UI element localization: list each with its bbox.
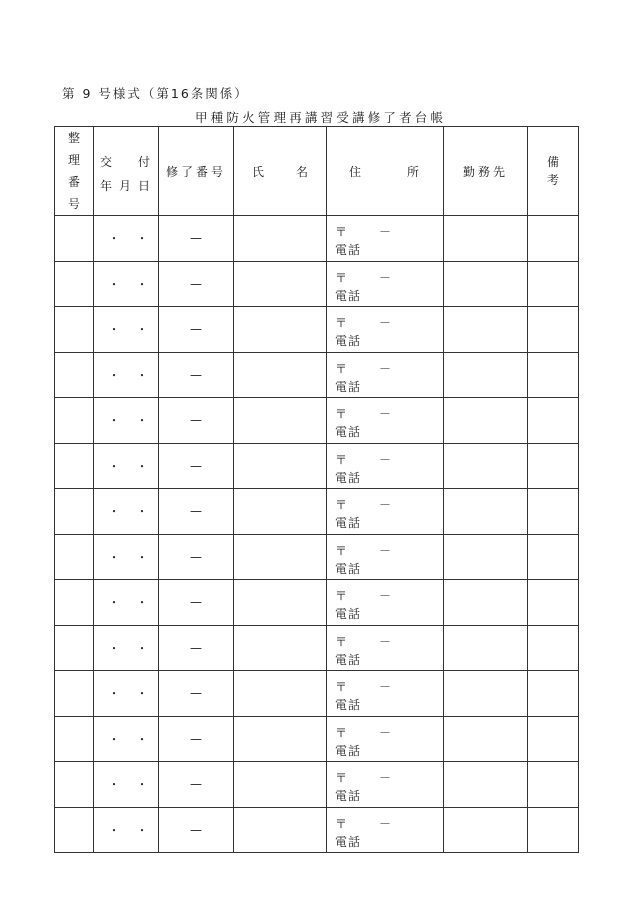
date-separator: ・ [136,459,149,474]
name-cell[interactable] [234,671,327,717]
issue-date-cell[interactable] [94,534,159,580]
remarks-cell[interactable] [528,443,579,489]
header-char: 号 [67,197,80,211]
remarks-cell[interactable] [528,534,579,580]
postal-code-dash: － [379,680,392,694]
certificate-dash: — [190,640,202,655]
workplace-cell[interactable] [444,625,528,671]
ledger-title: 甲種防火管理再講習受講修了者台帳 [195,110,447,125]
header-char: 付 [137,155,150,169]
certificate-dash: — [190,822,202,837]
address-cell[interactable] [327,489,444,535]
header-char: 交 [100,155,113,169]
date-separator: ・ [108,322,121,337]
issue-date-cell[interactable] [94,398,159,444]
workplace-cell[interactable] [444,580,528,626]
header-char: 理 [67,153,80,167]
certificate-dash: — [190,367,202,382]
workplace-cell[interactable] [444,489,528,535]
header-char: 所 [406,164,419,179]
postal-mark: 〒 [335,270,348,285]
name-cell[interactable] [234,762,327,808]
postal-code-dash: － [379,589,392,603]
name-cell[interactable] [234,352,327,398]
certificate-dash: — [190,731,202,746]
date-separator: ・ [108,277,121,292]
serial-number-cell[interactable] [55,443,94,489]
remarks-cell[interactable] [528,762,579,808]
date-separator: ・ [108,777,121,792]
postal-code-dash: － [379,225,392,239]
name-cell[interactable] [234,716,327,762]
certificate-number-cell[interactable] [159,625,234,671]
remarks-cell[interactable] [528,398,579,444]
header-remarks [528,127,579,216]
remarks-cell[interactable] [528,807,579,853]
header-char: 住 [349,164,362,179]
certificate-number-cell[interactable] [159,580,234,626]
phone-label: 電話 [335,834,362,849]
serial-number-cell[interactable] [55,398,94,444]
header-char: 日 [137,179,150,193]
form-number-label: 第 9 号様式（第16条関係） [62,86,249,101]
postal-mark: 〒 [335,225,348,239]
serial-number-cell[interactable] [55,625,94,671]
postal-mark: 〒 [335,634,348,649]
certificate-number-cell[interactable] [159,216,234,262]
postal-mark: 〒 [335,589,348,603]
phone-label: 電話 [335,652,362,667]
table-row [55,216,579,262]
postal-code-dash: － [379,634,392,649]
certificate-number-cell[interactable] [159,398,234,444]
issue-date-cell[interactable] [94,762,159,808]
name-cell[interactable] [234,398,327,444]
date-separator: ・ [136,368,149,383]
address-cell[interactable] [327,762,444,808]
postal-code-dash: － [379,816,392,831]
certificate-number-cell[interactable] [159,807,234,853]
workplace-cell[interactable] [444,716,528,762]
issue-date-cell[interactable] [94,671,159,717]
certificate-dash: — [190,549,202,564]
postal-code-dash: － [379,452,392,467]
serial-number-cell[interactable] [55,489,94,535]
certificate-dash: — [190,458,202,473]
header-certificate-number: 修了番号 [159,127,234,216]
certificate-number-cell[interactable] [159,716,234,762]
header-serial-number [55,127,94,216]
certificate-dash: — [190,595,202,610]
address-cell[interactable] [327,443,444,489]
certificate-number-cell[interactable] [159,762,234,808]
phone-label: 電話 [335,334,362,348]
issue-date-cell[interactable] [94,216,159,262]
header-char: 月 [118,179,131,193]
phone-label: 電話 [335,288,362,303]
table-row [55,489,579,535]
serial-number-cell[interactable] [55,534,94,580]
name-cell[interactable] [234,580,327,626]
postal-mark: 〒 [335,498,348,512]
date-separator: ・ [136,277,149,292]
date-separator: ・ [108,368,121,383]
workplace-cell[interactable] [444,307,528,353]
name-cell[interactable] [234,489,327,535]
address-cell[interactable] [327,352,444,398]
issue-date-cell[interactable] [94,625,159,671]
table-row [55,352,579,398]
phone-label: 電話 [335,470,362,485]
name-cell[interactable] [234,807,327,853]
address-cell[interactable] [327,671,444,717]
postal-mark: 〒 [335,407,348,421]
remarks-cell[interactable] [528,489,579,535]
phone-label: 電話 [335,243,362,257]
postal-mark: 〒 [335,771,348,785]
certificate-number-cell[interactable] [159,443,234,489]
date-separator: ・ [136,823,149,838]
serial-number-cell[interactable] [55,580,94,626]
certificate-dash: — [190,413,202,428]
date-separator: ・ [136,686,149,701]
serial-number-cell[interactable] [55,762,94,808]
workplace-cell[interactable] [444,807,528,853]
certificate-dash: — [190,231,202,246]
phone-label: 電話 [335,425,362,439]
date-separator: ・ [108,686,121,701]
name-cell[interactable] [234,216,327,262]
phone-label: 電話 [335,743,362,758]
serial-number-cell[interactable] [55,671,94,717]
remarks-cell[interactable] [528,716,579,762]
table-row [55,534,579,580]
table-row [55,716,579,762]
date-separator: ・ [108,823,121,838]
header-char: 整 [67,131,80,145]
serial-number-cell[interactable] [55,216,94,262]
date-separator: ・ [136,641,149,656]
serial-number-cell[interactable] [55,352,94,398]
date-separator: ・ [136,322,149,337]
date-separator: ・ [136,550,149,565]
table-row [55,398,579,444]
table-row [55,261,579,307]
issue-date-cell[interactable] [94,807,159,853]
workplace-cell[interactable] [444,534,528,580]
issue-date-cell[interactable] [94,443,159,489]
name-cell[interactable] [234,307,327,353]
name-cell[interactable] [234,261,327,307]
certificate-number-cell[interactable] [159,307,234,353]
name-cell[interactable] [234,625,327,671]
postal-code-dash: － [379,361,392,376]
address-cell[interactable] [327,307,444,353]
date-separator: ・ [108,231,121,246]
phone-label: 電話 [335,698,362,712]
header-row [55,127,579,216]
issue-date-cell[interactable] [94,716,159,762]
name-cell[interactable] [234,443,327,489]
address-cell[interactable] [327,261,444,307]
postal-mark: 〒 [335,316,348,330]
workplace-cell[interactable] [444,398,528,444]
certificate-number-cell[interactable] [159,671,234,717]
certificate-dash: — [190,504,202,519]
date-separator: ・ [108,459,121,474]
workplace-cell[interactable] [444,261,528,307]
address-cell[interactable] [327,625,444,671]
issue-date-cell[interactable] [94,580,159,626]
workplace-cell[interactable] [444,216,528,262]
workplace-cell[interactable] [444,762,528,808]
issue-date-cell[interactable] [94,307,159,353]
postal-code-dash: － [379,270,392,285]
ledger-body [55,216,579,853]
remarks-cell[interactable] [528,216,579,262]
serial-number-cell[interactable] [55,261,94,307]
address-cell[interactable] [327,580,444,626]
phone-label: 電話 [335,607,362,621]
phone-label: 電話 [335,561,362,576]
date-separator: ・ [108,641,121,656]
header-char: 年 [100,179,113,193]
certificate-number-cell[interactable] [159,261,234,307]
remarks-cell[interactable] [528,307,579,353]
date-separator: ・ [108,550,121,565]
serial-number-cell[interactable] [55,307,94,353]
phone-label: 電話 [335,789,362,803]
postal-code-dash: － [379,407,392,421]
date-separator: ・ [108,504,121,519]
certificate-dash: — [190,322,202,337]
address-cell[interactable] [327,398,444,444]
table-row [55,671,579,717]
table-row [55,443,579,489]
table-row [55,580,579,626]
date-separator: ・ [108,732,121,747]
issue-date-cell[interactable] [94,489,159,535]
certificate-number-cell[interactable] [159,534,234,580]
workplace-cell[interactable] [444,352,528,398]
table-row [55,307,579,353]
date-separator: ・ [136,777,149,792]
remarks-cell[interactable] [528,580,579,626]
date-separator: ・ [136,595,149,610]
date-separator: ・ [136,231,149,246]
certificate-number-cell[interactable] [159,489,234,535]
date-separator: ・ [136,504,149,519]
postal-code-dash: － [379,316,392,330]
postal-mark: 〒 [335,543,348,558]
header-char: 氏 [252,164,265,179]
postal-mark: 〒 [335,361,348,376]
header-issue-date [94,127,159,216]
name-cell[interactable] [234,534,327,580]
certificate-dash: — [190,777,202,792]
remarks-cell[interactable] [528,261,579,307]
certificate-number-cell[interactable] [159,352,234,398]
postal-mark: 〒 [335,680,348,694]
remarks-cell[interactable] [528,671,579,717]
phone-label: 電話 [335,516,362,530]
serial-number-cell[interactable] [55,716,94,762]
workplace-cell[interactable] [444,443,528,489]
remarks-cell[interactable] [528,625,579,671]
certificate-dash: — [190,276,202,291]
header-workplace: 勤務先 [444,127,528,216]
address-cell[interactable] [327,716,444,762]
completion-ledger-table [54,126,579,853]
header-address [327,127,444,216]
header-char: 名 [295,164,308,179]
phone-label: 電話 [335,379,362,394]
postal-code-dash: － [379,771,392,785]
header-char: 番 [67,175,80,189]
postal-code-dash: － [379,543,392,558]
date-separator: ・ [108,413,121,428]
date-separator: ・ [136,732,149,747]
postal-mark: 〒 [335,452,348,467]
table-row [55,762,579,808]
table-row [55,625,579,671]
workplace-cell[interactable] [444,671,528,717]
address-cell[interactable] [327,534,444,580]
table-row [55,807,579,853]
address-cell[interactable] [327,216,444,262]
postal-mark: 〒 [335,816,348,831]
issue-date-cell[interactable] [94,352,159,398]
header-char: 考 [546,173,559,187]
postal-mark: 〒 [335,725,348,740]
certificate-dash: — [190,686,202,701]
postal-code-dash: － [379,498,392,512]
header-name [234,127,327,216]
issue-date-cell[interactable] [94,261,159,307]
date-separator: ・ [108,595,121,610]
address-cell[interactable] [327,807,444,853]
remarks-cell[interactable] [528,352,579,398]
serial-number-cell[interactable] [55,807,94,853]
header-char: 備 [546,155,559,169]
date-separator: ・ [136,413,149,428]
postal-code-dash: － [379,725,392,740]
